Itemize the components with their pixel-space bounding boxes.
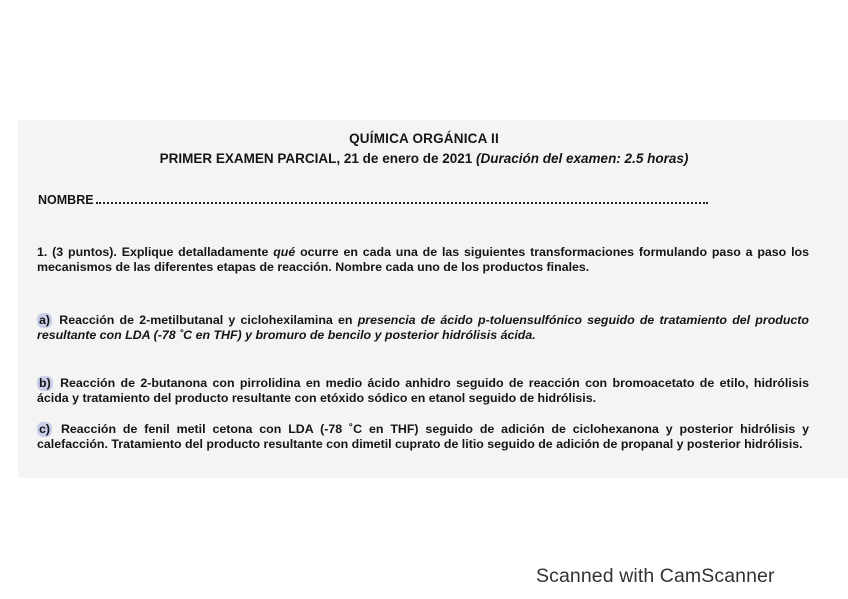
name-label: NOMBRE — [38, 193, 94, 207]
camscanner-watermark: Scanned with CamScanner — [536, 565, 775, 587]
question-number: 1. (3 puntos). — [37, 245, 117, 259]
question-intro-b: qué — [273, 245, 296, 259]
name-dotted-line — [96, 201, 708, 204]
question-item-a — [37, 313, 809, 343]
item-a-text-2: presencia de ácido — [357, 313, 473, 327]
exam-subtitle — [0, 151, 848, 166]
item-tag: b) — [39, 376, 51, 390]
item-a-text-1: Reacción de 2-metilbutanal y ciclohexilamina en — [59, 313, 353, 327]
item-tag: a) — [39, 313, 51, 327]
item-a-text-3: p — [478, 313, 486, 327]
item-tag: c) — [39, 422, 51, 436]
item-a-text-4: -toluensulfónico seguido de tratamiento del producto resultante con LDA (-78 ˚C en THF) — [37, 313, 809, 342]
item-c-text: Reacción de fenil metil cetona con LDA (-78 ˚C en THF) seguido de adición de ciclohexanona y posterior hidrólisis y calefacción. Tratamiento del producto resultante con dimetil cuprato de litio seguido de adición de propanal y posterior hidrólisis. — [37, 422, 809, 451]
question-item-c — [37, 422, 809, 452]
name-field — [38, 193, 708, 207]
exam-duration: (Duración del examen: 2.5 horas) — [476, 151, 689, 166]
item-a-text-5: y bromuro de bencilo y posterior hidrólisis ácida. — [245, 328, 536, 342]
question-item-b — [37, 376, 809, 406]
question-1-statement — [37, 245, 809, 275]
question-intro-c: ocurre en cada una de las siguientes transformaciones formulando paso a paso los mecanismos de las diferentes etapas de reacción. Nombre cada uno de los productos finales. — [37, 245, 809, 274]
exam-name-date: PRIMER EXAMEN PARCIAL, 21 de enero de 2021 — [159, 151, 473, 166]
course-title: QUÍMICA ORGÁNICA II — [349, 131, 499, 146]
question-intro-a: Explique detalladamente — [121, 245, 269, 259]
item-b-text: Reacción de 2-butanona con pirrolidina en medio ácido anhidro seguido de reacción con bromoacetato de etilo, hidrólisis ácida y tratamiento del producto resultante con etóxido sódico en etanol seguido de hidrólisis. — [37, 376, 809, 405]
